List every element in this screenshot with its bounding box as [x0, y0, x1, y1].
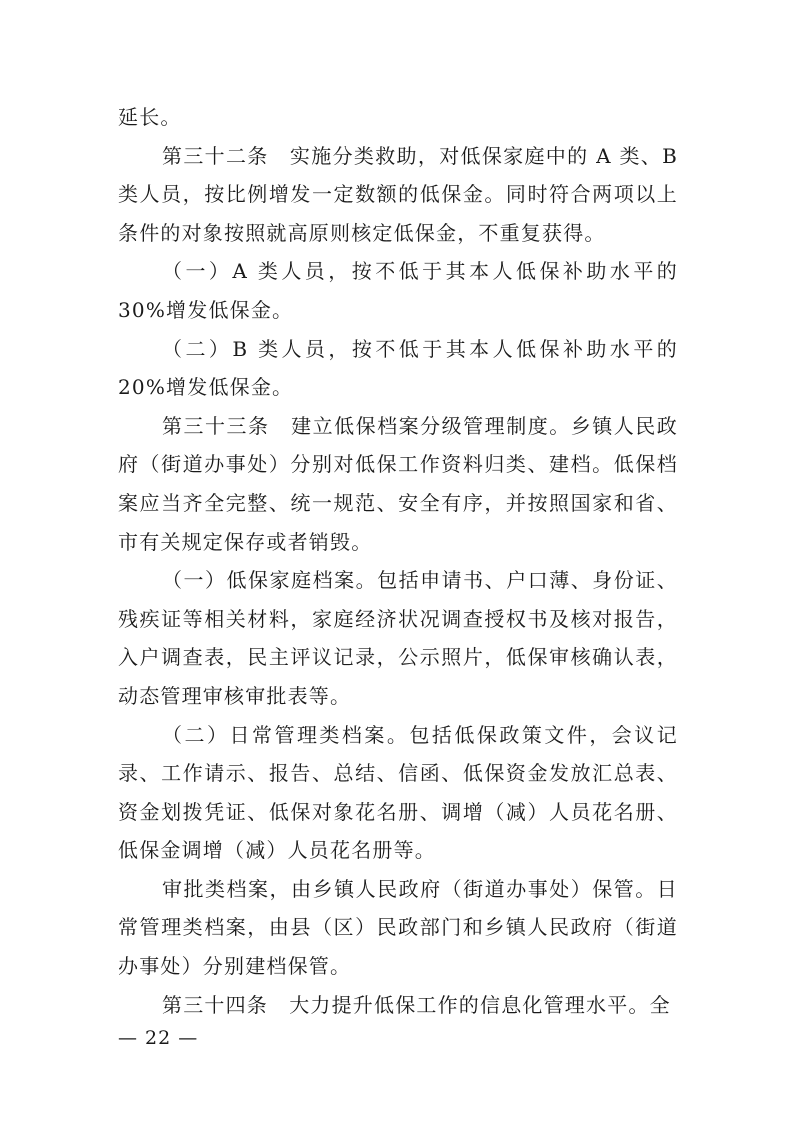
archive-custody-paragraph: 审批类档案，由乡镇人民政府（街道办事处）保管。日常管理类档案，由县（区）民政部门和乡镇人民政府（街道办事处）分别建档保管。 — [118, 876, 678, 979]
article-32-paragraph: 第三十二条 实施分类救助，对低保家庭中的 A 类、B 类人员，按比例增发一定数额的低保金。同时符合两项以上条件的对象按照就高原则核定低保金，不重复获得。 — [118, 143, 678, 245]
article-34-paragraph: 第三十四条 大力提升低保工作的信息化管理水平。全 — [162, 992, 671, 1017]
article-33-item-1: （一）低保家庭档案。包括申请书、户口薄、身份证、残疾证等相关材料，家庭经济状况调查授权书及核对报告，入户调查表，民主评议记录，公示照片，低保审核确认表，动态管理审核审批表等。 — [118, 568, 678, 708]
article-32-item-1: （一）A 类人员，按不低于其本人低保补助水平的 30%增发低保金。 — [118, 259, 678, 322]
page-number: — 22 — — [118, 1027, 199, 1049]
article-33-paragraph: 第三十三条 建立低保档案分级管理制度。乡镇人民政府（街道办事处）分别对低保工作资料归类、建档。低保档案应当齐全完整、统一规范、安全有序，并按照国家和省、市有关规定保存或者销毁。 — [118, 413, 678, 554]
document-body — [118, 98, 678, 1024]
article-33-item-2: （二）日常管理类档案。包括低保政策文件，会议记录、工作请示、报告、总结、信函、低保资金发放汇总表、资金划拨凭证、低保对象花名册、调增（减）人员花名册、低保金调增（减）人员花名册等。 — [118, 722, 678, 863]
paragraph-1: 延长。 — [118, 105, 182, 129]
article-32-item-2: （二）B 类人员，按不低于其本人低保补助水平的 20%增发低保金。 — [118, 336, 678, 400]
